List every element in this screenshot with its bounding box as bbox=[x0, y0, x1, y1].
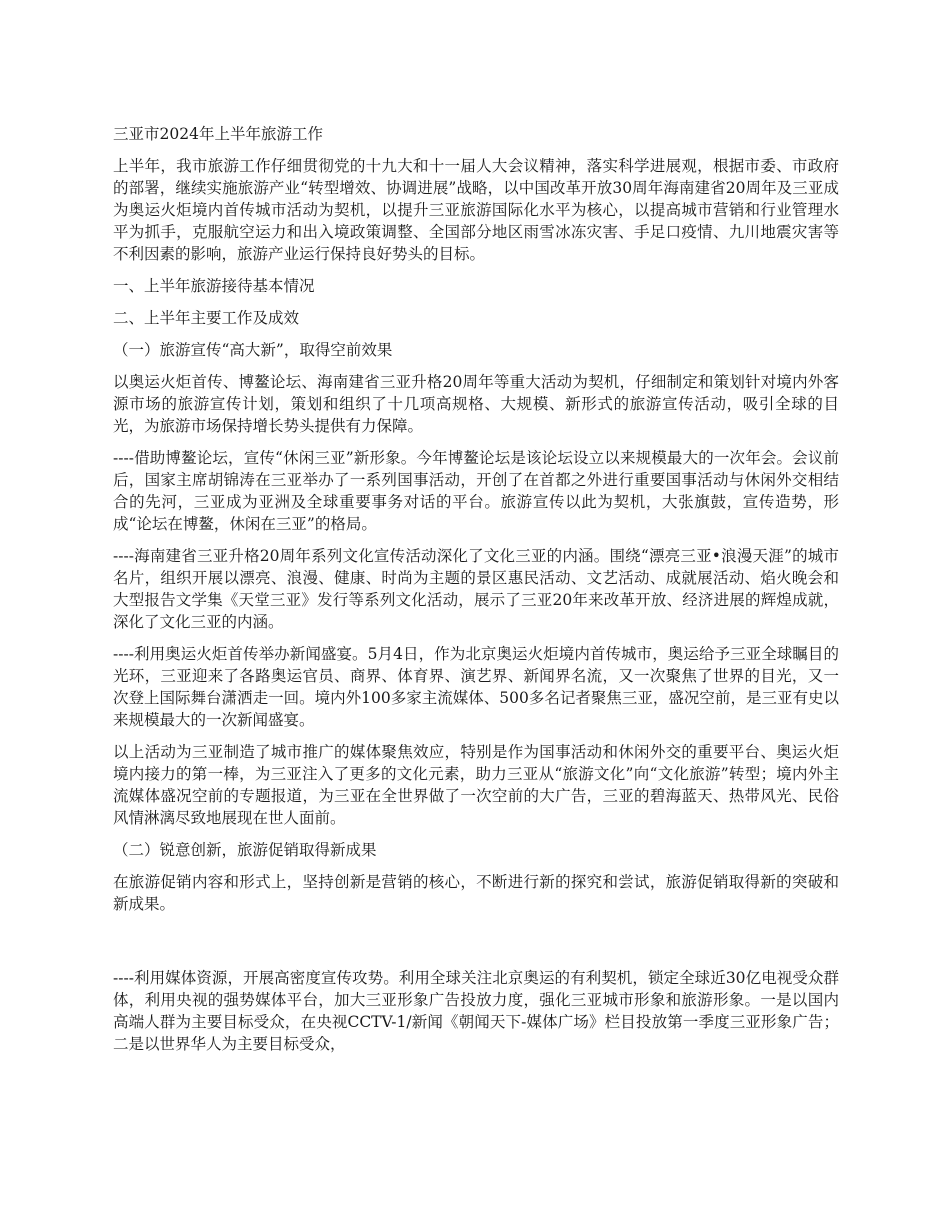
blank-gap bbox=[113, 925, 839, 967]
subsection-heading-1: （一）旅游宣传“高大新”，取得空前效果 bbox=[113, 341, 393, 359]
subsection-heading-2: （二）锐意创新，旅游促销取得新成果 bbox=[113, 841, 377, 859]
paragraph-5: 以上活动为三亚制造了城市推广的媒体聚焦效应，特别是作为国事活动和休闲外交的重要平台、奥运火炬境内接力的第一棒，为三亚注入了更多的文化元素，助力三亚从“旅游文化”向“文化旅游”转型；境内外主流媒体盛况空前的专题报道，为三亚在全世界做了一次空前的大广告，三亚的碧海蓝天、热带风光、民俗风情淋漓尽致地展现在世人面前。 bbox=[113, 743, 839, 827]
intro-paragraph: 上半年，我市旅游工作仔细贯彻党的十九大和十一届人大会议精神，落实科学进展观，根据市委、市政府的部署，继续实施旅游产业“转型增效、协调进展”战略，以中国改革开放30周年海南建省20周年及三亚成为奥运火炬境内首传城市活动为契机，以提升三亚旅游国际化水平为核心，以提高城市营销和行业管理水平为抓手，克服航空运力和出入境政策调整、全国部分地区雨雪冰冻灾害、手足口疫情、九川地震灾害等不利因素的影响，旅游产业运行保持良好势头的目标。 bbox=[113, 157, 839, 263]
document-page bbox=[113, 123, 839, 1065]
paragraph-1: 以奥运火炬首传、博鳌论坛、海南建省三亚升格20周年等重大活动为契机，仔细制定和策划针对境内外客源市场的旅游宣传计划，策划和组织了十几项高规格、大规模、新形式的旅游宣传活动，吸引全球的目光，为旅游市场保持增长势头提供有力保障。 bbox=[113, 373, 839, 435]
section-heading-1: 一、上半年旅游接待基本情况 bbox=[113, 277, 315, 295]
paragraph-7: ----利用媒体资源，开展高密度宣传攻势。利用全球关注北京奥运的有利契机，锁定全球近30亿电视受众群体，利用央视的强势媒体平台，加大三亚形象广告投放力度，强化三亚城市形象和旅游形象。一是以国内高端人群为主要目标受众，在央视CCTV-1/新闻《朝闻天下-媒体广场》栏目投放第一季度三亚形象广告；二是以世界华人为主要目标受众， bbox=[113, 969, 839, 1053]
paragraph-4: ----利用奥运火炬首传举办新闻盛宴。5月4日，作为北京奥运火炬境内首传城市，奥运给予三亚全球瞩目的光环，三亚迎来了各路奥运官员、商界、体育界、演艺界、新闻界名流，又一次聚焦了世界的目光，又一次登上国际舞台潇洒走一回。境内外100多家主流媒体、500多名记者聚焦三亚，盛况空前，是三亚有史以来规模最大的一次新闻盛宴。 bbox=[113, 645, 839, 729]
document-title: 三亚市2024年上半年旅游工作 bbox=[113, 125, 323, 143]
paragraph-6: 在旅游促销内容和形式上，坚持创新是营销的核心，不断进行新的探究和尝试，旅游促销取得新的突破和新成果。 bbox=[113, 873, 839, 913]
paragraph-2: ----借助博鳌论坛，宣传“休闲三亚”新形象。今年博鳌论坛是该论坛设立以来规模最大的一次年会。会议前后，国家主席胡锦涛在三亚举办了一系列国事活动，开创了在首都之外进行重要国事活动与休闲外交相结合的先河，三亚成为亚洲及全球重要事务对话的平台。旅游宣传以此为契机，大张旗鼓，宣传造势，形成“论坛在博鳌，休闲在三亚”的格局。 bbox=[113, 449, 839, 533]
section-heading-2: 二、上半年主要工作及成效 bbox=[113, 309, 300, 327]
paragraph-3: ----海南建省三亚升格20周年系列文化宣传活动深化了文化三亚的内涵。围绕“漂亮三亚•浪漫天涯”的城市名片，组织开展以漂亮、浪漫、健康、时尚为主题的景区惠民活动、文艺活动、成就展活动、焰火晚会和大型报告文学集《天堂三亚》发行等系列文化活动，展示了三亚20年来改革开放、经济进展的辉煌成就，深化了文化三亚的内涵。 bbox=[113, 547, 839, 631]
